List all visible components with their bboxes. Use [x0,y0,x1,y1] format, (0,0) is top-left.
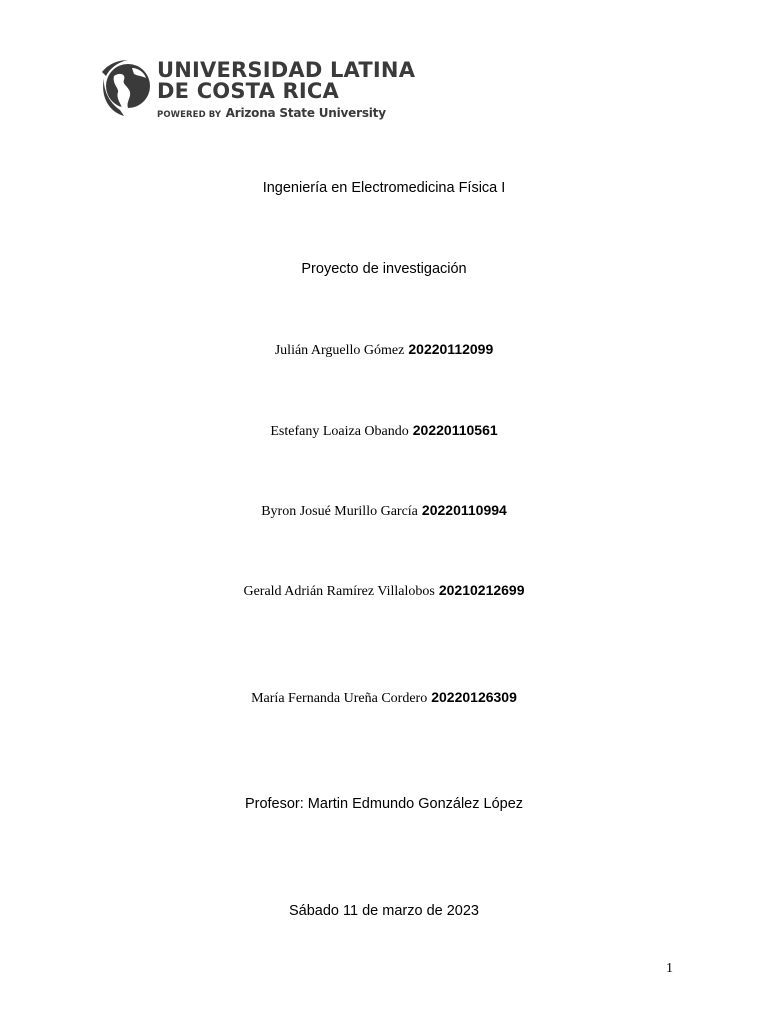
powered-by-label: POWERED BY [157,110,222,120]
student-id: 20220110994 [421,502,507,518]
student-line [0,421,768,441]
student-name: Byron Josué Murillo García [261,504,418,519]
student-id: 20220126309 [431,689,517,705]
student-line [0,581,768,601]
globe-icon [100,58,152,120]
student-line [0,340,768,360]
student-name: Julián Arguello Gómez [274,343,405,358]
student-id: 20210212699 [438,582,525,598]
logo-line1: UNIVERSIDAD LATINA [157,58,416,82]
student-id: 20220110561 [412,422,498,438]
student-id: 20220112099 [408,341,494,357]
student-line [0,688,768,708]
student-line [0,501,768,521]
logo-powered-by [157,106,386,122]
university-logo [100,58,416,128]
date-line: Sábado 11 de marzo de 2023 [289,903,479,919]
student-name: María Fernanda Ureña Cordero [251,691,428,706]
professor-line: Profesor: Martin Edmundo González López [244,796,524,812]
student-name: Gerald Adrián Ramírez Villalobos [243,584,435,599]
page-number: 1 [666,961,673,976]
asu-label: Arizona State University [225,106,386,120]
logo-line2: DE COSTA RICA [157,79,339,103]
project-title: Proyecto de investigación [301,261,467,277]
course-title: Ingeniería en Electromedicina Física I [262,180,506,196]
student-name: Estefany Loaiza Obando [270,424,409,439]
